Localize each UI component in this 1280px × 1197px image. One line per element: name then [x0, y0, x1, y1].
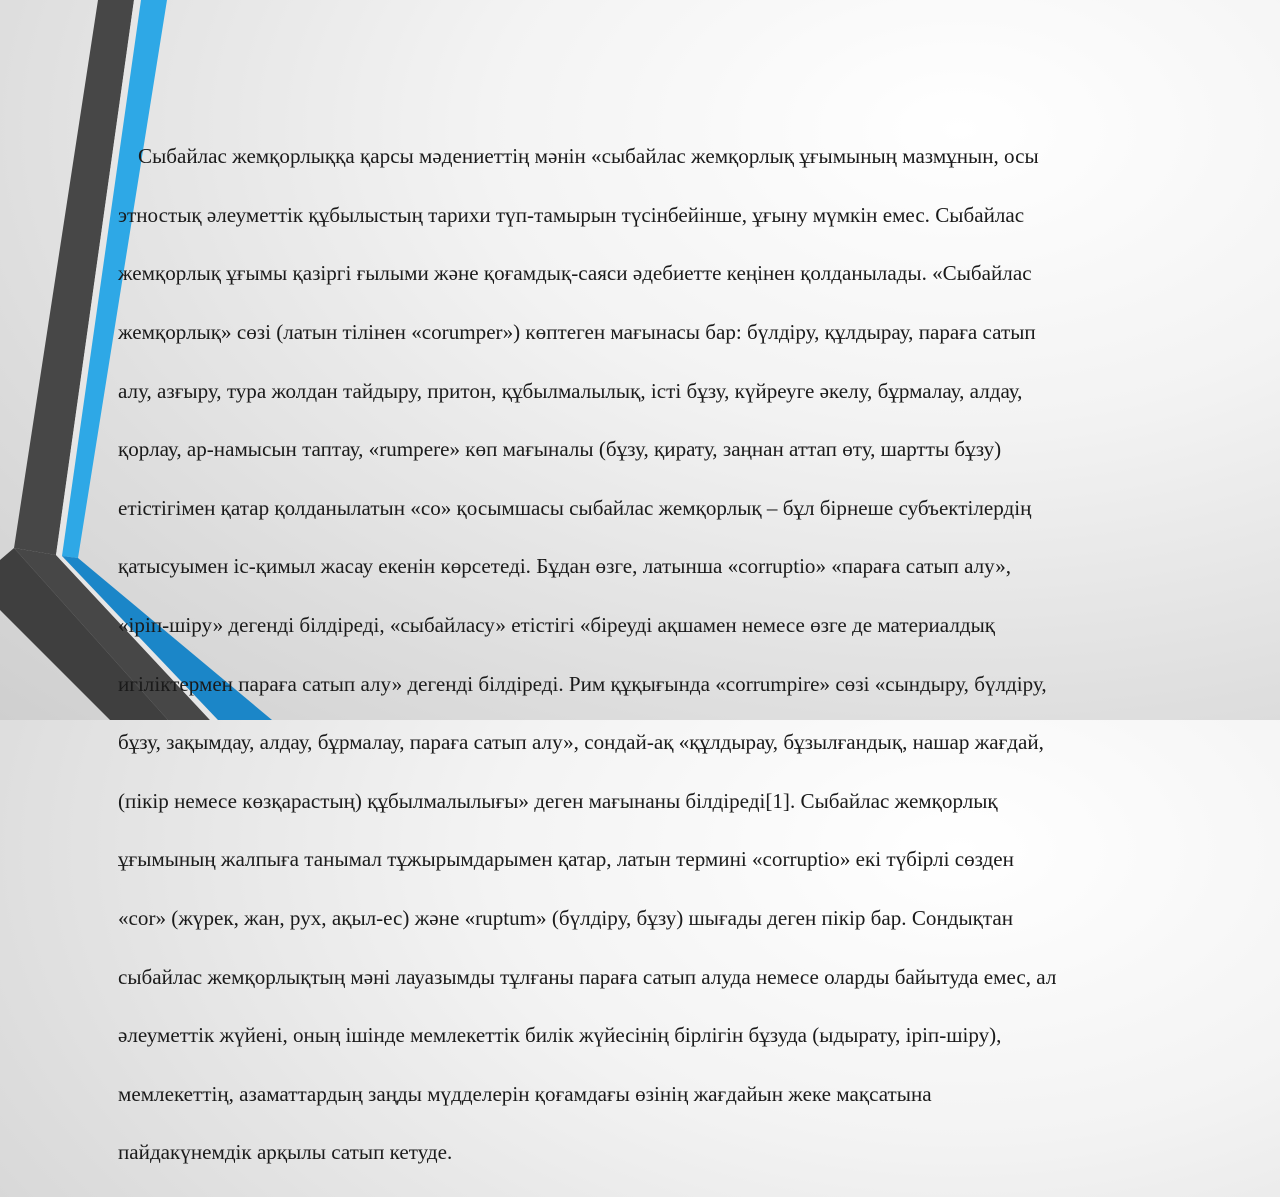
text-line: бұзу, зақымдау, алдау, бұрмалау, параға сатып алу», сондай-ақ «құлдырау, бұзылғандық, нашар жағдай, — [118, 730, 1044, 755]
text-line: жемқорлық» сөзі (латын тілінен «corumper») көптеген мағынасы бар: бүлдіру, құлдырау, параға сатып — [118, 320, 1036, 345]
text-line: «cor» (жүрек, жан, рух, ақыл-ес) және «ruptum» (бүлдіру, бұзу) шығады деген пікір бар. Сондықтан — [118, 906, 1014, 931]
text-line: қатысуымен іс-қимыл жасау екенін көрсетеді. Бұдан өзге, латынша «corruptio» «параға сатып алу», — [118, 554, 1012, 579]
text-line: мемлекеттің, азаматтардың заңды мүдделерін қоғамдағы өзінің жағдайын жеке мақсатына — [118, 1081, 932, 1106]
body-paragraph — [118, 113, 1203, 1197]
text-line: (пікір немесе көзқарастың) құбылмалылығы» деген мағынаны білдіреді[1]. Сыбайлас жемқорлық — [118, 788, 998, 813]
text-line: жемқорлық ұғымы қазіргі ғылыми және қоғамдық-саяси әдебиетте кеңінен қолданылады. «Сыбайлас — [118, 261, 1032, 286]
text-line: пайдакүнемдік арқылы сатып кетуде. — [118, 1140, 453, 1165]
text-line: етістігімен қатар қолданылатын «co» қосымшасы сыбайлас жемқорлық – бұл бірнеше субъектілердің — [118, 495, 1032, 520]
text-line: алу, азғыру, тура жолдан тайдыру, притон, құбылмалылық, істі бұзу, күйреуге әкелу, бұрмалау, алдау, — [118, 378, 1023, 403]
text-line: сыбайлас жемқорлықтың мәні лауазымды тұлғаны параға сатып алуда немесе оларды байытуда емес, ал — [118, 964, 1057, 989]
text-line: Сыбайлас жемқорлыққа қарсы мәдениеттің мәнін «сыбайлас жемқорлық ұғымының мазмұнын, осы — [138, 144, 1039, 169]
text-line: ұғымының жалпыға танымал тұжырымдарымен қатар, латын термині «corruptio» екі түбірлі сөзден — [118, 847, 1014, 872]
text-line: «іріп-шіру» дегенді білдіреді, «сыбайласу» етістігі «біреуді ақшамен немесе өзге де материалдық — [118, 613, 996, 638]
text-line: әлеуметтік жүйені, оның ішінде мемлекеттік билік жүйесінің бірлігін бұзуда (ыдырату, іріп-шіру), — [118, 1023, 1002, 1048]
text-line: қорлау, ар-намысын таптау, «rumpere» көп мағыналы (бұзу, қирату, заңнан аттап өту, шартты бұзу) — [118, 437, 1002, 462]
text-line: этностық әлеуметтік құбылыстың тарихи түп-тамырын түсінбейінше, ұғыну мүмкін емес. Сыбайлас — [118, 202, 1025, 227]
text-line: игіліктермен параға сатып алу» дегенді білдіреді. Рим құқығында «corrumpire» сөзі «сындыру, бүлдіру, — [118, 671, 1047, 696]
